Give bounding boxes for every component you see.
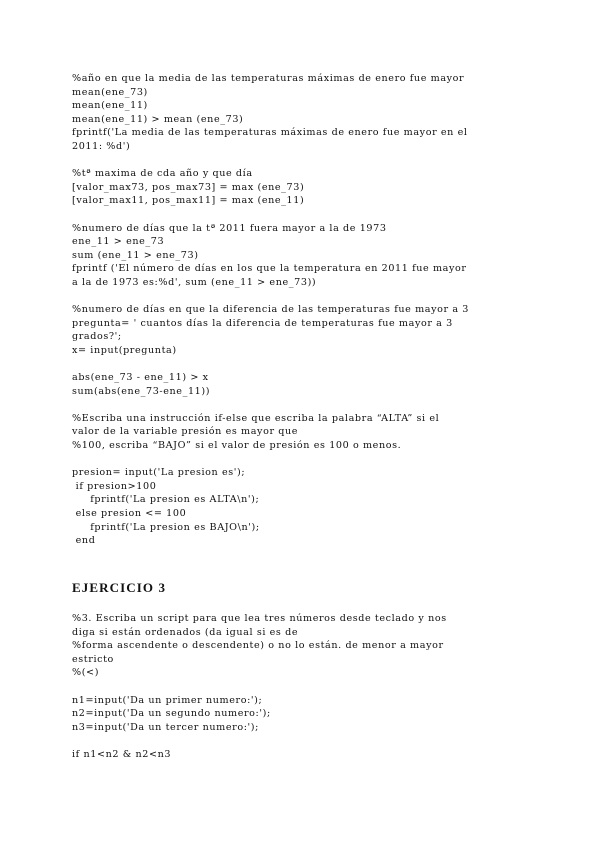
code-line — [72, 734, 447, 748]
code-line: fprintf ('El número de días en los que la temperatura en 2011 fue mayor — [72, 263, 467, 275]
code-line: n2=input('Da un segundo numero:'); — [72, 708, 271, 720]
code-line: diga si están ordenados (da igual si es de — [72, 626, 299, 638]
code-line: valor de la variable presión es mayor que — [72, 426, 299, 438]
code-line — [72, 357, 469, 371]
code-line: fprintf('La media de las temperaturas máximas de enero fue mayor en el — [72, 127, 468, 139]
code-line: x= input(pregunta) — [72, 344, 177, 356]
code-line: estricto — [72, 653, 114, 665]
code-line: n1=input('Da un primer numero:'); — [72, 694, 263, 706]
code-line: presion= input('La presion es'); — [72, 467, 246, 479]
code-line: a la de 1973 es:%d', sum (ene_11 > ene_73)) — [72, 276, 317, 288]
code-line: %tª maxima de cda año y que día — [72, 168, 253, 180]
code-line — [72, 208, 469, 222]
code-line: n3=input('Da un tercer numero:'); — [72, 721, 259, 733]
code-line: %(<) — [72, 667, 100, 679]
code-line: [valor_max11, pos_max11] = max (ene_11) — [72, 195, 305, 207]
code-line: %numero de días que la tª 2011 fuera mayor a la de 1973 — [72, 222, 387, 234]
code-line: pregunta= ' cuantos días la diferencia de temperaturas fue mayor a 3 — [72, 317, 453, 329]
code-line: grados?'; — [72, 331, 122, 343]
code-line: sum (ene_11 > ene_73) — [72, 249, 199, 261]
code-line: mean(ene_73) — [72, 86, 148, 98]
code-line: fprintf('La presion es BAJO\n'); — [72, 521, 260, 533]
section-heading: EJERCICIO 3 — [72, 580, 167, 595]
code-line: else presion <= 100 — [72, 508, 187, 519]
code-line: abs(ene_73 - ene_11) > x — [72, 372, 209, 384]
code-line: if presion>100 — [72, 480, 157, 492]
code-line: [valor_max73, pos_max73] = max (ene_73) — [72, 181, 305, 193]
code-line — [72, 680, 447, 694]
code-line: %Escriba una instrucción if-else que escriba la palabra “ALTA” si el — [72, 412, 440, 424]
code-line: %100, escriba “BAJO” si el valor de presión es 100 o menos. — [72, 440, 402, 452]
code-line: sum(abs(ene_73-ene_11)) — [72, 385, 211, 397]
code-block-2 — [72, 612, 447, 762]
code-line — [72, 290, 469, 304]
code-block-1 — [72, 72, 469, 548]
code-line: %año en que la media de las temperaturas máximas de enero fue mayor — [72, 73, 465, 84]
code-line — [72, 453, 469, 467]
code-line: %3. Escriba un script para que lea tres números desde teclado y nos — [72, 613, 447, 624]
code-line — [72, 398, 469, 412]
code-line: mean(ene_11) — [72, 100, 148, 112]
code-line: fprintf('La presion es ALTA\n'); — [72, 494, 260, 506]
code-line: mean(ene_11) > mean (ene_73) — [72, 113, 244, 125]
code-line: ene_11 > ene_73 — [72, 236, 165, 248]
code-line — [72, 154, 469, 168]
code-line: end — [72, 535, 96, 547]
code-line: if n1<n2 & n2<n3 — [72, 748, 172, 760]
code-line: 2011: %d') — [72, 140, 131, 152]
code-line: %forma ascendente o descendente) o no lo están. de menor a mayor — [72, 640, 444, 652]
code-line: %numero de días en que la diferencia de las temperaturas fue mayor a 3 — [72, 304, 469, 316]
